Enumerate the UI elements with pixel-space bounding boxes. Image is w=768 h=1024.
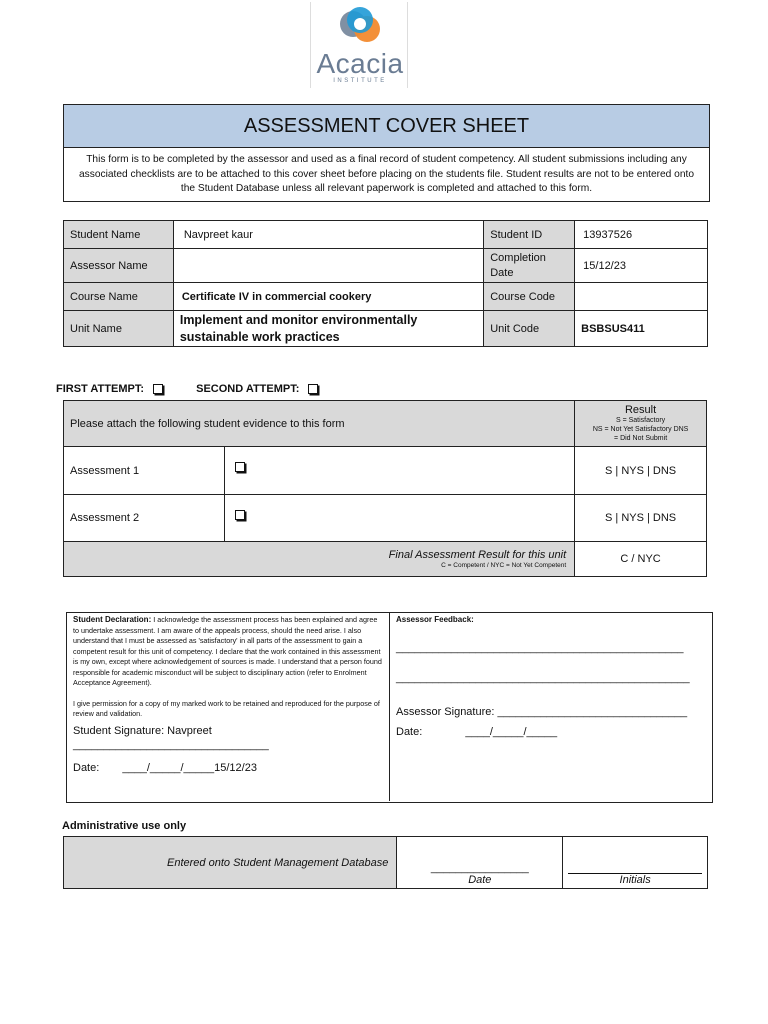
result-legend-dns: = Did Not Submit [614,435,668,442]
evidence-table [63,400,707,577]
final-result-label-cell [64,542,575,577]
completion-date-field[interactable]: 15/12/23 [575,249,708,283]
result-header: Result [624,404,657,416]
assessor-date-label: Date: [396,726,423,738]
page-title: ASSESSMENT COVER SHEET [64,105,709,148]
student-name-label: Student Name [64,221,174,249]
attempt-selector [56,383,318,395]
assessment-2-label: Assessment 2 [64,495,225,542]
assessment-2-result[interactable]: S | NYS | DNS [575,495,707,542]
course-code-label: Course Code [484,283,575,311]
assessment-1-cell [224,447,574,495]
feedback-heading: Assessor Feedback: [396,615,474,624]
feedback-line-1[interactable]: _______________________________________________ [396,642,684,654]
student-name-field[interactable]: Navpreet kaur [173,221,483,249]
header-description: This form is to be completed by the assessor and used as a final record of student competency. All student submissions including any associated checklists are to be attached to this cover sheet before placing on the students file. Student results are not to be entered onto the Student Database unless all relevant paperwork is completed and attached to this form. [78,154,695,194]
assessor-name-field[interactable] [173,249,483,283]
declaration-heading: Student Declaration: [73,615,152,624]
declaration-box [66,612,713,803]
student-info-table [63,220,708,347]
student-signature-label: Student Signature: Navpreet [73,724,212,737]
assessment-1-result[interactable]: S | NYS | DNS [575,447,707,495]
assessment-1-label: Assessment 1 [64,447,225,495]
admin-section-label: Administrative use only [62,820,187,832]
student-date-label: Date: [73,761,100,774]
assessor-date-field[interactable]: ____/_____/_____ [465,726,558,738]
course-code-field[interactable] [575,283,708,311]
cover-sheet-header [63,104,710,202]
logo-circles-icon [311,2,409,48]
completion-date-label: Completion Date [484,249,575,283]
admin-initials-label: Initials [619,874,651,886]
result-legend-s: S = Satisfactory [615,417,666,424]
student-id-label: Student ID [484,221,575,249]
admin-initials-cell [563,837,708,889]
logo-brand-text: Acacia [316,48,404,79]
final-result-legend: C = Competent / NYC = Not Yet Competent [441,561,567,569]
second-attempt-checkbox[interactable] [308,384,318,394]
first-attempt-checkbox[interactable] [153,384,163,394]
evidence-instruction: Please attach the following student evidence to this form [64,401,575,447]
unit-code-field[interactable]: BSBSUS411 [575,311,708,347]
result-legend-ns: NS = Not Yet Satisfactory DNS [592,426,689,433]
course-name-field[interactable]: Certificate IV in commercial cookery [173,283,483,311]
student-signature-line[interactable]: ________________________________ [73,739,269,751]
declaration-permission: I give permission for a copy of my marked work to be retained and reproduced for the purpose of review and validation. [73,698,380,718]
unit-code-label: Unit Code [484,311,575,347]
assessor-signature[interactable]: Assessor Signature: _______________________________ [396,706,688,718]
assessor-feedback [390,613,710,801]
table-row [64,495,707,542]
student-date-field[interactable]: ____/_____/_____15/12/23 [122,761,257,774]
feedback-line-2[interactable]: ________________________________________________ [396,672,690,684]
unit-name-label: Unit Name [64,311,174,347]
declaration-body: I acknowledge the assessment process has been explained and agree to undertake assessment. I am aware of the appeals process, should the need arise. I also understand that I must be assessed as 'satisfactory' in all parts of the assessment to gain a competent result for this unit of competency. I declare that the work contained in this assessment is my own, except where acknowledgement of sources is made. I understand that a person found responsible for academic misconduct will be subject to disciplinary action (refer to Enrolment Acceptance Agreement). [73,615,382,687]
admin-date-cell [397,837,563,889]
final-result-options[interactable]: C / NYC [575,542,707,577]
final-result-label: Final Assessment Result for this unit [388,548,567,561]
logo-sub-text: INSTITUTE [333,78,387,84]
second-attempt-label: SECOND ATTEMPT: [196,383,300,395]
first-attempt-label: FIRST ATTEMPT: [56,383,144,395]
acacia-logo [310,2,408,88]
table-row [64,447,707,495]
student-declaration [67,613,390,801]
assessment-2-checkbox[interactable] [235,510,245,520]
admin-date-label: Date [468,874,492,886]
student-id-field[interactable]: 13937526 [575,221,708,249]
assessor-name-label: Assessor Name [64,249,174,283]
result-header-cell [575,401,707,447]
admin-table [63,836,708,889]
assessment-1-checkbox[interactable] [235,462,245,472]
admin-entered-label: Entered onto Student Management Database [64,837,397,889]
course-name-label: Course Name [64,283,174,311]
assessment-2-cell [224,495,574,542]
unit-name-field[interactable]: Implement and monitor environmentally sustainable work practices [173,311,483,347]
admin-date-line[interactable]: ________________ [430,862,529,874]
